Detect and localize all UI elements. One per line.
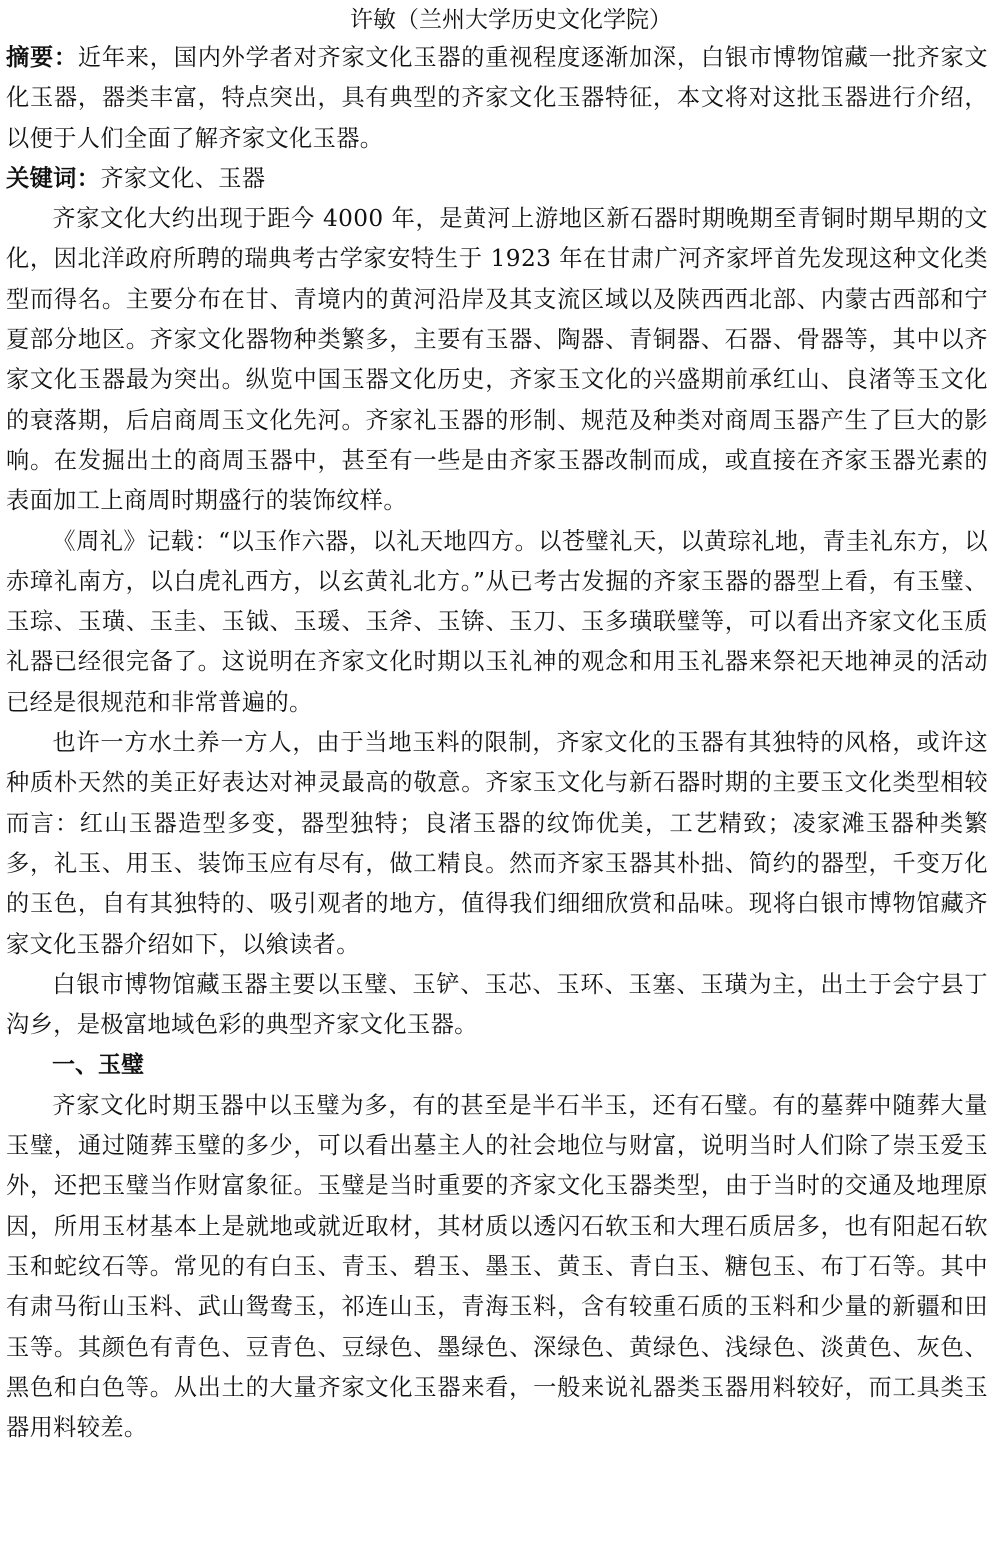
- keywords-label: 关键词：: [6, 164, 101, 192]
- body-paragraph-2: 《周礼》记载：“以玉作六器，以礼天地四方。以苍璧礼天，以黄琮礼地，青圭礼东方，以赤璋礼南方，以白虎礼西方，以玄黄礼北方。”从已考古发掘的齐家玉器的器型上看，有玉璧、玉琮、玉璜、玉圭、玉钺、玉瑗、玉斧、玉锛、玉刀、玉多璜联璧等，可以看出齐家文化玉质礼器已经很完备了。这说明在齐家文化时期以玉礼神的观念和用玉礼器来祭祀天地神灵的活动已经是很规范和非常普遍的。: [6, 527, 988, 716]
- body-paragraph-3: 也许一方水土养一方人，由于当地玉料的限制，齐家文化的玉器有其独特的风格，或许这种质朴天然的美正好表达对神灵最高的敬意。齐家玉文化与新石器时期的主要玉文化类型相较而言：红山玉器造型多变，器型独特；良渚玉器的纹饰优美，工艺精致；凌家滩玉器种类繁多，礼玉、用玉、装饰玉应有尽有，做工精良。然而齐家玉器其朴拙、简约的器型，千变万化的玉色，自有其独特的、吸引观者的地方，值得我们细细欣赏和品味。现将白银市博物馆藏齐家文化玉器介绍如下，以飨读者。: [6, 729, 988, 958]
- body-paragraph-4: 白银市博物馆藏玉器主要以玉璧、玉铲、玉芯、玉环、玉塞、玉璜为主，出土于会宁县丁沟乡，是极富地域色彩的典型齐家文化玉器。: [6, 970, 988, 1039]
- author-line: 许敏（兰州大学历史文化学院）: [350, 7, 672, 33]
- abstract: [6, 38, 988, 159]
- section-paragraph: 齐家文化时期玉器中以玉璧为多，有的甚至是半石半玉，还有石璧。有的墓葬中随葬大量玉璧，通过随葬玉璧的多少，可以看出墓主人的社会地位与财富，说明当时人们除了崇玉爱玉外，还把玉璧当作财富象征。玉璧是当时重要的齐家文化玉器类型，由于当时的交通及地理原因，所用玉材基本上是就地或就近取材，其材质以透闪石软玉和大理石质居多，也有阳起石软玉和蛇纹石等。常见的有白玉、青玉、碧玉、墨玉、黄玉、青白玉、糖包玉、布丁石等。其中有肃马衔山玉料、武山鸳鸯玉，祁连山玉，青海玉料，含有较重石质的玉料和少量的新疆和田玉等。其颜色有青色、豆青色、豆绿色、墨绿色、深绿色、黄绿色、浅绿色、淡黄色、灰色、黑色和白色等。从出土的大量齐家文化玉器来看，一般来说礼器类玉器用料较好，而工具类玉器用料较差。: [6, 1091, 988, 1442]
- section-heading: 一、玉璧: [52, 1052, 144, 1079]
- keywords-text: 齐家文化、玉器: [100, 164, 266, 192]
- abstract-label: 摘要：: [6, 44, 78, 71]
- body-paragraph-1: 齐家文化大约出现于距今 4000 年，是黄河上游地区新石器时期晚期至青铜时期早期的文化，因北洋政府所聘的瑞典考古学家安特生于 1923 年在甘肃广河齐家坪首先发现这种文化类型而得名。主要分布在甘、青境内的黄河沿岸及其支流区域以及陕西西北部、内蒙古西部和宁夏部分地区。齐家文化器物种类繁多，主要有玉器、陶器、青铜器、石器、骨器等，其中以齐家文化玉器最为突出。纵览中国玉器文化历史，齐家玉文化的兴盛期前承红山、良渚等玉文化的衰落期，后启商周玉文化先河。齐家礼玉器的形制、规范及种类对商周玉器产生了巨大的影响。在发掘出土的商周玉器中，甚至有一些是由齐家玉器改制而成，或直接在齐家玉器光素的表面加工上商周时期盛行的装饰纹样。: [6, 205, 988, 515]
- keywords: [6, 159, 988, 199]
- document-page: [6, 0, 988, 1448]
- abstract-text: 近年来，国内外学者对齐家文化玉器的重视程度逐渐加深，白银市博物馆藏一批齐家文化玉器，器类丰富，特点突出，具有典型的齐家文化玉器特征，本文将对这批玉器进行介绍，以便于人们全面了解齐家文化玉器。: [6, 44, 988, 152]
